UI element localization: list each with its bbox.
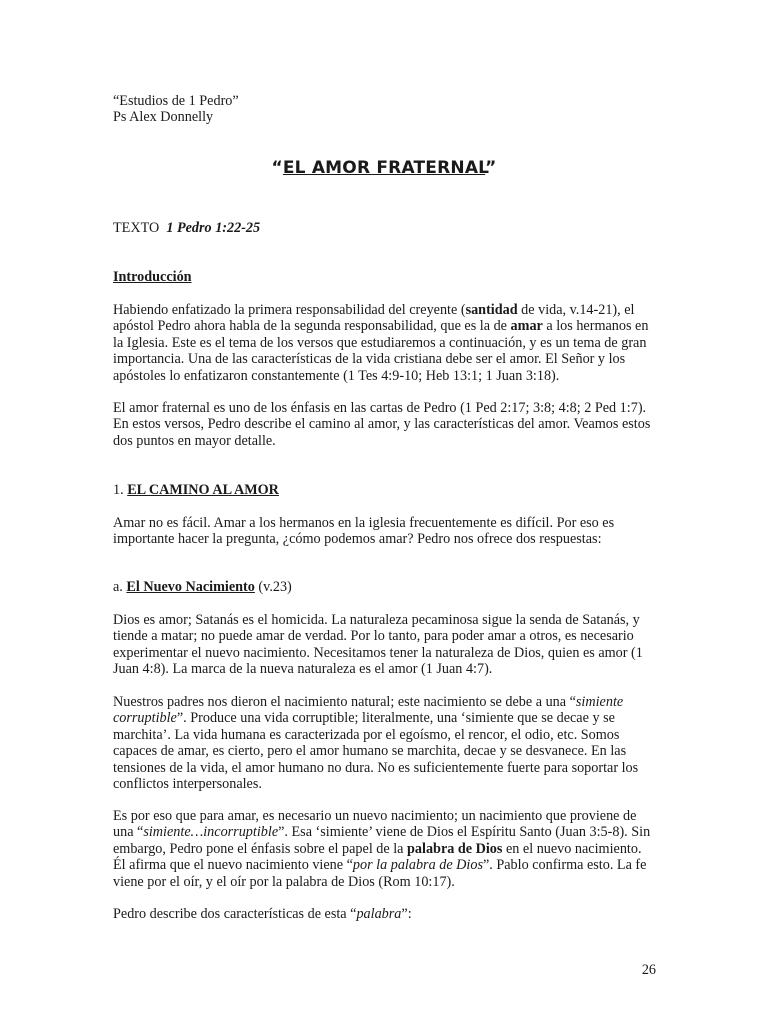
- subsection-a-paragraph-4: Pedro describe dos características de esta “palabra”:: [113, 906, 412, 922]
- page-number: 26: [641, 962, 656, 978]
- subsection-a-paragraph-1: Dios es amor; Satanás es el homicida. La naturaleza pecaminosa sigue la senda de Satanás, y tiende a matar; no puede amar de verdad. Por lo tanto, para poder amar a otros, es necesario experimentar el nuevo nacimiento. Necesitamos tener la naturaleza de Dios, quien es amor (1 Juan 4:8). La marca de la nueva naturaleza es el amor (1 Juan 4:7).: [113, 612, 643, 678]
- texto-label: TEXTO: [113, 220, 160, 236]
- intro-paragraph-2: El amor fraternal es uno de los énfasis en las cartas de Pedro (1 Ped 2:17; 3:8; 4:8; 2 Ped 1:7). En estos versos, Pedro describe el camino al amor, y las características del amor. Veamos estos dos puntos en mayor detalle.: [113, 400, 651, 449]
- subsection-a-paragraph-3: Es por eso que para amar, es necesario un nuevo nacimiento; un nacimiento que proviene de una “simiente…incorruptible”. Esa ‘simiente’ viene de Dios el Espíritu Santo (Juan 3:5-8). Sin embargo, Pedro pone el énfasis sobre el papel de la palabra de Dios en el nuevo nacimiento. Él afirma que el nuevo nacimiento viene “por la palabra de Dios”. Pablo confirma esto. La fe viene por el oír, y el oír por la palabra de Dios (Rom 10:17).: [113, 808, 651, 890]
- series-title: “Estudios de 1 Pedro”: [113, 93, 239, 109]
- document-header: [113, 93, 653, 126]
- subsection-a-heading: a. El Nuevo Nacimiento (v.23): [113, 579, 292, 595]
- intro-paragraph-1: Habiendo enfatizado la primera responsabilidad del creyente (santidad de vida, v.14-21), el apóstol Pedro ahora habla de la segunda responsabilidad, que es la de amar a los hermanos en la Iglesia. Este es el tema de los versos que estudiaremos a continuación, y es un tema de gran importancia. Una de las características de la vida cristiana debe ser el amor. El Señor y los apóstoles lo enfatizaron constantemente (1 Tes 4:9-10; Heb 13:1; 1 Juan 3:18).: [113, 302, 649, 384]
- subsection-a-paragraph-2: Nuestros padres nos dieron el nacimiento natural; este nacimiento se debe a una “simiente corruptible”. Produce una vida corruptible; literalmente, una ‘simiente que se decae y se marchita’. La vida humana es caracterizada por el egoísmo, el rencor, el odio, etc. Somos capaces de amar, es cierto, pero el amor humano se marchita, decae y se desvanece. En las tensiones de la vida, el amor humano no dura. No es suficientemente fuerte para soportar los conflictos interpersonales.: [113, 694, 639, 793]
- intro-heading: Introducción: [113, 269, 192, 285]
- author-name: Ps Alex Donnelly: [113, 109, 214, 126]
- texto-reference: 1 Pedro 1:22-25: [166, 220, 261, 236]
- texto-line: [113, 220, 653, 236]
- page-title: “EL AMOR FRATERNAL”: [271, 158, 497, 178]
- section-1-heading: 1. EL CAMINO AL AMOR: [113, 482, 279, 498]
- page-title-text: EL AMOR FRATERNAL: [282, 158, 486, 178]
- section-1-paragraph: Amar no es fácil. Amar a los hermanos en la iglesia frecuentemente es difícil. Por eso es importante hacer la pregunta, ¿cómo podemos amar? Pedro nos ofrece dos respuestas:: [113, 515, 615, 548]
